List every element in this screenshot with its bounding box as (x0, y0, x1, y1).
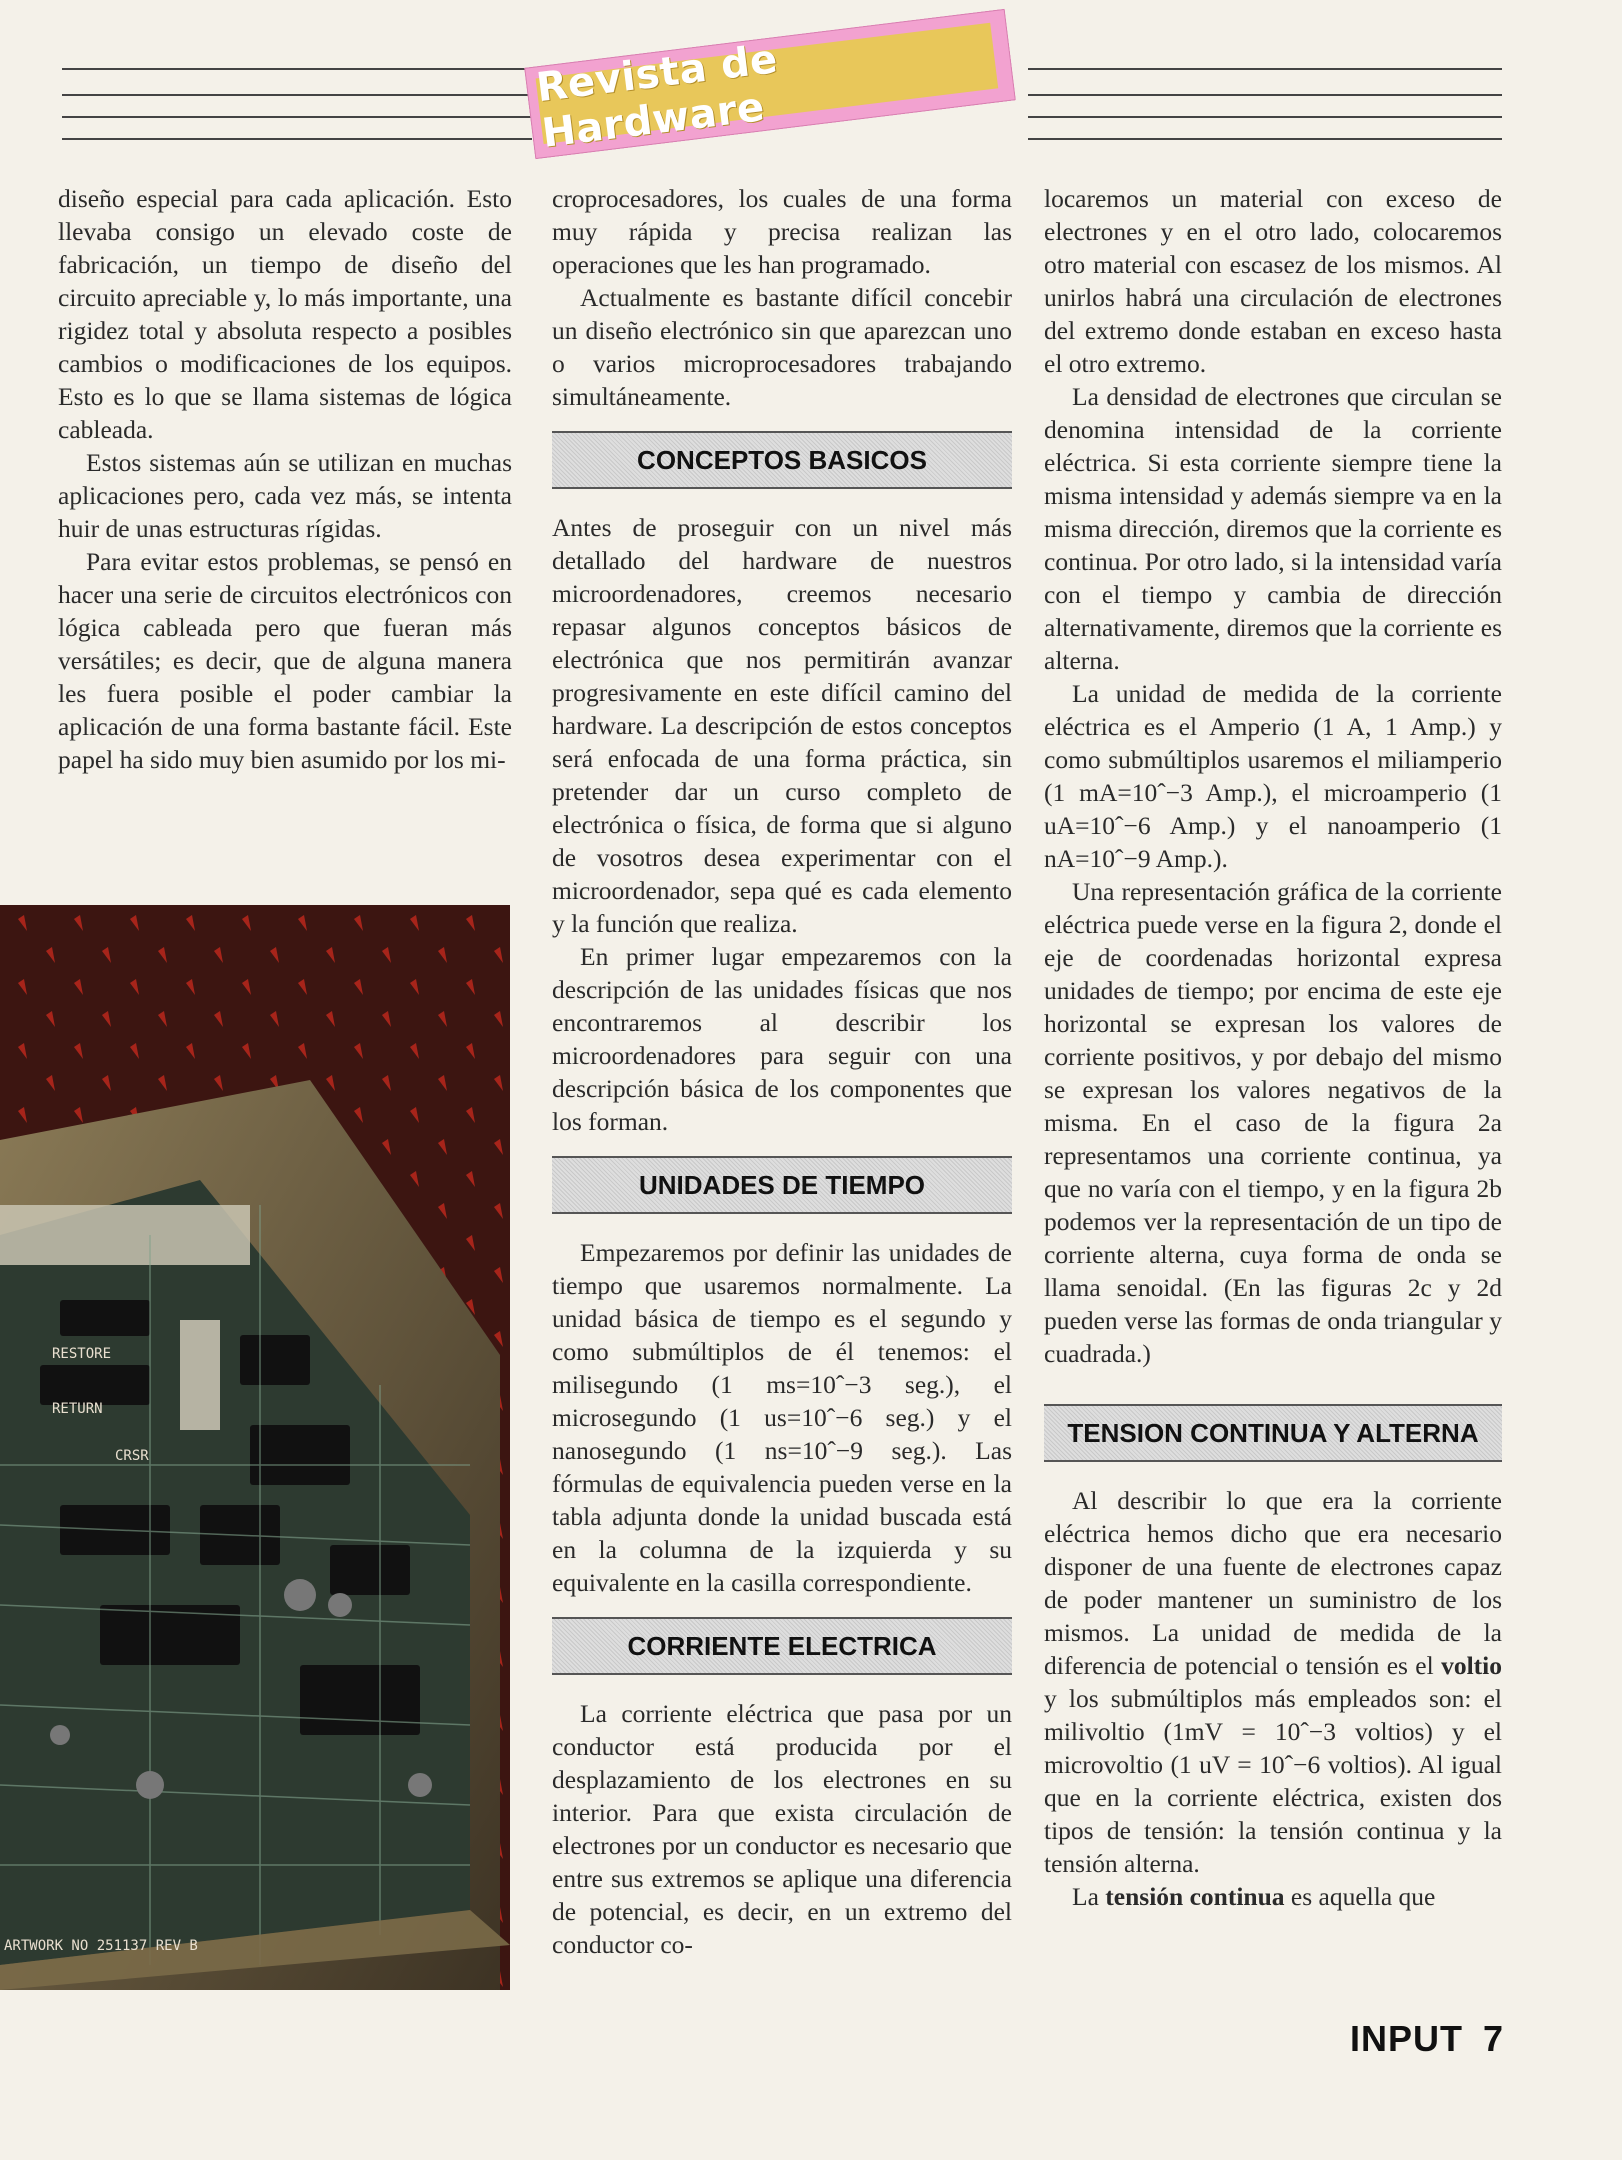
header-rule (62, 138, 532, 140)
header-rule (1028, 138, 1502, 140)
section-heading-unidades: UNIDADES DE TIEMPO (552, 1156, 1012, 1214)
header-rule (62, 116, 532, 118)
header-rule (62, 94, 532, 96)
computer-photo-drawing (0, 905, 510, 1990)
column-1 (58, 182, 512, 776)
computer-photo (0, 905, 510, 1990)
header-rule (1028, 94, 1502, 96)
text-run: La (1072, 1882, 1099, 1911)
header-rule (1028, 68, 1502, 70)
text-run: es aquella que (1290, 1882, 1436, 1911)
paragraph (1044, 1880, 1502, 1913)
paragraph: Actualmente es bastante difícil concebir un diseño electrónico sin que aparezcan uno o varios microprocesadores trabajando simultáneamente. (552, 283, 1012, 411)
paragraph: La unidad de medida de la corriente eléctrica es el Amperio (1 A, 1 Amp.) y como submúltiplos usaremos el miliamperio (1 mA=10ˆ−3 Amp.), el microamperio (1 uA=10ˆ−6 Amp.) y el nanoamperio (1 nA=10ˆ−9 Amp.). (1044, 679, 1502, 873)
section-heading-conceptos: CONCEPTOS BASICOS (552, 431, 1012, 489)
paragraph: croprocesadores, los cuales de una forma muy rápida y precisa realizan las operaciones que les han programado. (552, 184, 1012, 279)
paragraph: diseño especial para cada aplicación. Esto llevaba consigo un elevado coste de fabricación, un tiempo de diseño del circuito apreciable y, lo más importante, una rigidez total y absoluta respecto a posibles cambios o modificaciones de los equipos. Esto es lo que se llama sistemas de lógica cableada. (58, 184, 512, 444)
section-heading-tension: TENSION CONTINUA Y ALTERNA (1044, 1404, 1502, 1462)
header-rule (1028, 116, 1502, 118)
paragraph: Estos sistemas aún se utilizan en muchas aplicaciones pero, cada vez más, se intenta huir de unas estructuras rígidas. (58, 448, 512, 543)
bold-term: tensión continua (1105, 1882, 1285, 1911)
section-title: Revista de Hardware (534, 36, 781, 157)
text-run: y los submúltiplos más empleados son: el milivoltio (1mV = 10ˆ−3 voltios) y el microvoltio (1 uV = 10ˆ−6 voltios). Al igual que en la corriente eléctrica, existen dos tipos de tensión: la tensión continua y la tensión alterna. (1044, 1684, 1502, 1878)
board-label: ARTWORK NO 251137 REV B (4, 1938, 198, 1954)
key-label-return: RETURN (52, 1401, 103, 1417)
section-banner (524, 9, 1016, 159)
paragraph: En primer lugar empezaremos con la descripción de las unidades físicas que nos encontraremos al describir los microordenadores para seguir con una descripción básica de los componentes que los forman. (552, 942, 1012, 1136)
magazine-name: INPUT (1349, 2018, 1463, 2059)
text-run: Al describir lo que era la corriente eléctrica hemos dicho que era necesario disponer de una fuente de electrones capaz de poder mantener un suministro de los mismos. La unidad de medida de la diferencia de potencial o tensión es el (1044, 1486, 1502, 1680)
paragraph (1044, 1484, 1502, 1880)
paragraph: La corriente eléctrica que pasa por un conductor está producida por el desplazamiento de los electrones en su interior. Para que exista circulación de electrones por un conductor es necesario que entre sus extremos se aplique una diferencia de potencial, es decir, en un extremo del conductor co- (552, 1699, 1012, 1959)
page-footer (1350, 2018, 1504, 2060)
section-heading-corriente: CORRIENTE ELECTRICA (552, 1617, 1012, 1675)
bold-term: voltio (1441, 1651, 1503, 1680)
key-label-restore: RESTORE (52, 1346, 112, 1362)
header-rule (62, 68, 532, 70)
page-number: 7 (1482, 2018, 1504, 2059)
paragraph: Antes de proseguir con un nivel más detallado del hardware de nuestros microordenadores, creemos necesario repasar algunos conceptos básicos de electrónica que nos permitirán avanzar progresivamente en este difícil camino del hardware. La descripción de estos conceptos será enfocada de una forma práctica, sin pretender dar un curso completo de electrónica o física, de forma que si alguno de vosotros desea experimentar con el microordenador, sepa qué es cada elemento y la función que realiza. (552, 513, 1012, 938)
key-label-crsr: CRSR (115, 1448, 149, 1464)
paragraph: locaremos un material con exceso de electrones y en el otro lado, colocaremos otro material con escasez de los mismos. Al unirlos habrá una circulación de electrones del extremo donde estaban en exceso hasta el otro extremo. (1044, 184, 1502, 378)
column-3 (1044, 182, 1502, 1913)
column-2 (552, 182, 1012, 1961)
paragraph: Para evitar estos problemas, se pensó en hacer una serie de circuitos electrónicos con lógica cableada pero que fueran más versátiles; es decir, que de alguna manera les fuera posible el poder cambiar la aplicación de una forma bastante fácil. Este papel ha sido muy bien asumido por los mi- (58, 547, 512, 774)
paragraph: La densidad de electrones que circulan se denomina intensidad de la corriente eléctrica. Si esta corriente siempre tiene la misma intensidad y además siempre va en la misma dirección, diremos que la corriente es continua. Por otro lado, si la intensidad varía con el tiempo y cambia de dirección alternativamente, diremos que la corriente es alterna. (1044, 382, 1502, 675)
section-banner-inner (534, 23, 999, 157)
paragraph: Empezaremos por definir las unidades de tiempo que usaremos normalmente. La unidad básica de tiempo es el segundo y como submúltiplos de él tenemos: el milisegundo (1 ms=10ˆ−3 seg.), el microsegundo (1 us=10ˆ−6 seg.) y el nanosegundo (1 ns=10ˆ−9 seg.). Las fórmulas de equivalencia pueden verse en la tabla adjunta donde la unidad buscada está en la columna de la izquierda y su equivalente en la casilla correspondiente. (552, 1238, 1012, 1597)
paragraph: Una representación gráfica de la corriente eléctrica puede verse en la figura 2, donde el eje de coordenadas horizontal expresa unidades de tiempo; por encima de este eje horizontal se expresan los valores de corriente positivos, y por debajo del mismo se expresan los valores negativos de la misma. En el caso de la figura 2a representamos una corriente continua, ya que no varía con el tiempo, y en la figura 2b podemos ver la representación de un tipo de corriente alterna, cuya forma de onda se llama senoidal. (En las figuras 2c y 2d pueden verse las formas de onda triangular y cuadrada.) (1044, 877, 1502, 1368)
